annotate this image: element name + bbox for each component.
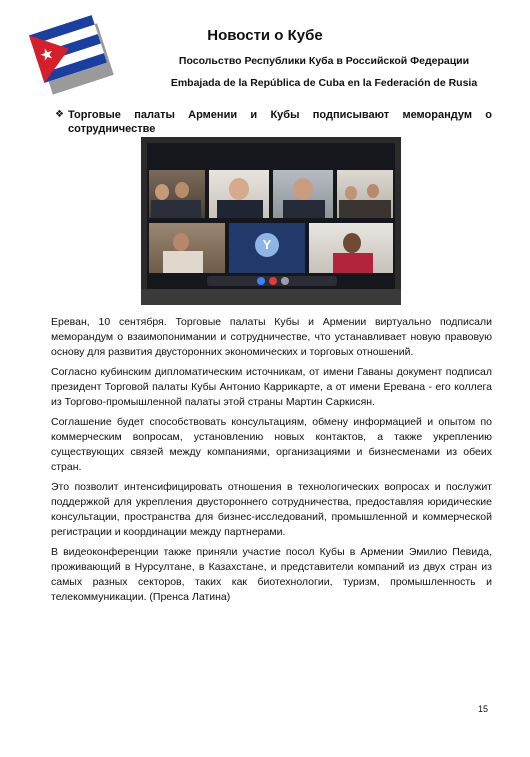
meeting-toolbar [207,276,337,286]
article-paragraph: Соглашение будет способствовать консультациям, обмену информацией и опытом по коммерческим вопросам, установлению новых контактов, а также укреплению существующих связей между компаниями, организациями и бизнесменами из обеих стран. [51,416,492,473]
participant-avatar: Y [255,233,279,257]
star-icon: ★ [37,43,57,66]
embassy-name-es: Embajada de la República de Cuba en la Federación de Rusia [170,77,478,89]
video-tile [209,170,269,218]
video-tile [149,223,225,273]
monitor-bezel [141,289,401,305]
video-tile [229,223,305,273]
page-number: 15 [478,704,489,714]
video-tile [309,223,393,273]
page-title: Новости о Кубе [207,27,323,44]
article-paragraph: Согласно кубинским дипломатическим источникам, от имени Гаваны документ подписал президент Торговой палаты Кубы Антонио Каррикарте, а от имени Еревана - его коллега из Торгово-промышленной палаты этой страны Мартин Саркисян. [51,366,492,408]
diamond-bullet-icon: ❖ [55,109,64,120]
article-paragraph: Ереван, 10 сентября. Торговые палаты Кубы и Армении виртуально подписали меморандум о взаимопонимании и сотрудничестве, что устанавливает новую правовую основу для развития двусторонних экономических и торговых отношений. [51,316,492,358]
article-paragraph: Это позволит интенсифицировать отношения в технологических вопросах и послужит поддержкой для укрепления двустороннего сотрудничества, предоставляя юридические консультации, пространства для бизнес-исследований, промышленной и коммерческой регистрации и координации между партнерами. [51,481,492,538]
article-headline [55,108,492,136]
video-tile [273,170,333,218]
video-tile [337,170,393,218]
video-tile [149,170,205,218]
embassy-name-ru: Посольство Республики Куба в Российской Федерации [178,55,470,67]
videoconference-photo [141,137,401,305]
article-headline-text: Торговые палаты Армении и Кубы подписывают меморандум о сотрудничестве [68,109,492,135]
monitor-screen [147,143,395,289]
article-paragraph: В видеоконференции также приняли участие посол Кубы в Армении Эмилио Певида, проживающий в Нурсултане, в Казахстане, и представители компаний из двух стран из самых разных секторов, таких как биотехнологии, туризм, промышленность и телекоммуникации. (Пренса Латина) [51,546,492,603]
